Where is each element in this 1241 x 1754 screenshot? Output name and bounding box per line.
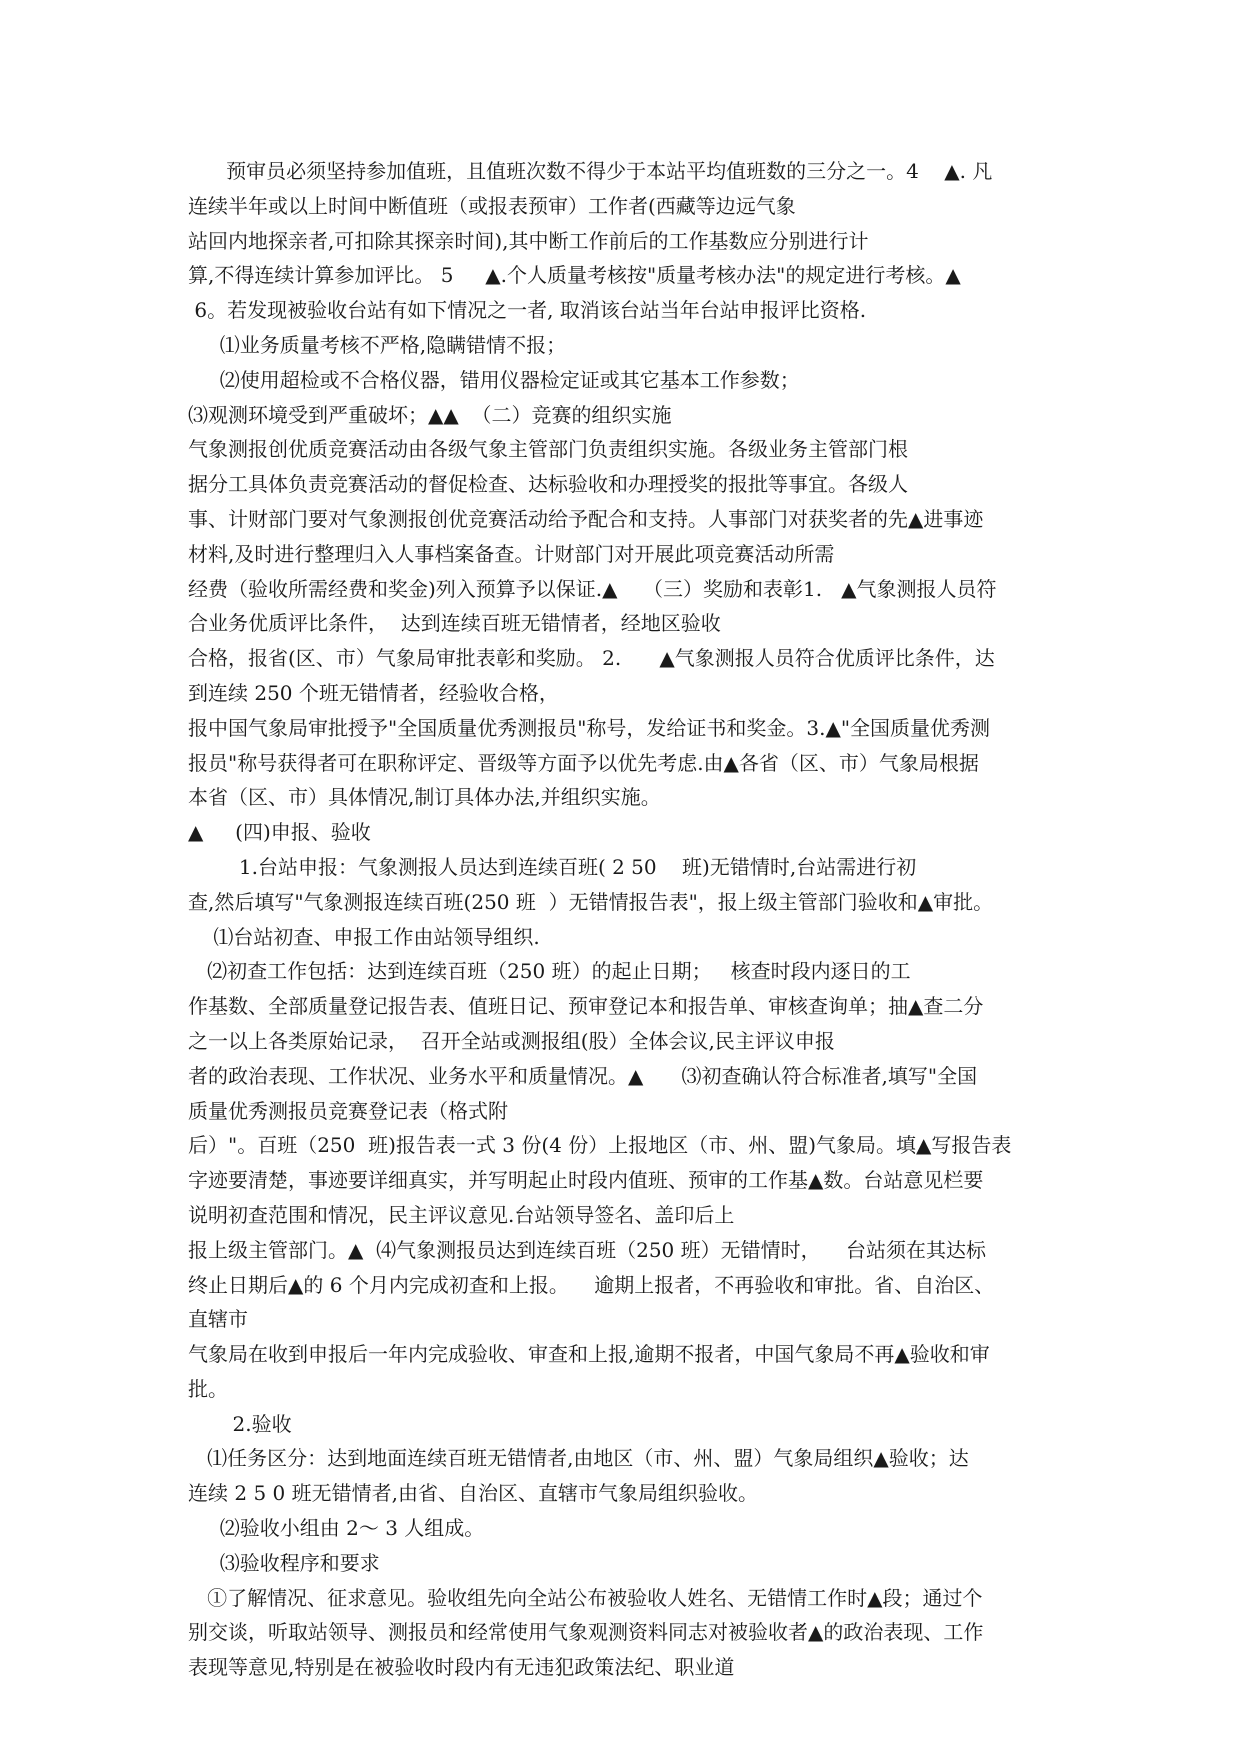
text-line: 终止日期后▲的 6 个月内完成初查和上报。 逾期上报者，不再验收和审批。省、自治区、 xyxy=(188,1272,995,1297)
text-line: 事、计财部门要对气象测报创优竞赛活动给予配合和支持。人事部门对获奖者的先▲进事迹 xyxy=(188,506,984,531)
text-line: 说明初查范围和情况，民主评议意见.台站领导签名、盖印后上 xyxy=(188,1202,735,1227)
text-line: 者的政治表现、工作状况、业务水平和质量情况。▲ ⑶初查确认符合标准者,填写"全国 xyxy=(188,1063,978,1088)
text-line: ⑵初查工作包括：达到连续百班（250 班）的起止日期； 核查时段内逐日的工 xyxy=(188,959,911,984)
text-line: ⑵使用超检或不合格仪器，错用仪器检定证或其它基本工作参数； xyxy=(188,367,800,392)
text-line: 6。若发现被验收台站有如下情况之一者, 取消该台站当年台站申报评比资格. xyxy=(188,298,867,323)
text-line: 查,然后填写"气象测报连续百班(250 班 ）无错情报告表"，报上级主管部门验收和▲审批。 xyxy=(188,889,994,914)
text-line: ⑴任务区分：达到地面连续百班无错情者,由地区（市、州、盟）气象局组织▲验收；达 xyxy=(188,1446,969,1471)
text-line: ⑴业务质量考核不严格,隐瞒错情不报； xyxy=(188,332,567,357)
text-line: 连续 2 5 0 班无错情者,由省、自治区、直辖市气象局组织验收。 xyxy=(188,1481,758,1506)
text-line: ⑶验收程序和要求 xyxy=(188,1550,380,1575)
text-line: 别交谈，听取站领导、测报员和经常使用气象观测资料同志对被验收者▲的政治表现、工作 xyxy=(188,1620,984,1645)
text-line: 本省（区、市）具体情况,制订具体办法,并组织实施。 xyxy=(188,785,661,810)
text-line: 到连续 250 个班无错情者，经验收合格， xyxy=(188,680,559,705)
text-line: 表现等意见,特别是在被验收时段内有无违犯政策法纪、职业道 xyxy=(188,1655,735,1680)
text-line: 直辖市 xyxy=(188,1307,248,1332)
text-line: 2.验收 xyxy=(188,1411,292,1436)
text-line: 质量优秀测报员竞赛登记表（格式附 xyxy=(188,1098,508,1123)
text-line: 合业务优质评比条件， 达到连续百班无错情者，经地区验收 xyxy=(188,611,721,636)
text-line: ▲ (四)申报、验收 xyxy=(188,820,371,845)
text-line: 材料,及时进行整理归入人事档案备查。计财部门对开展此项竞赛活动所需 xyxy=(188,541,835,566)
text-line: ⑵验收小组由 2～ 3 人组成。 xyxy=(188,1516,485,1541)
text-line: 作基数、全部质量登记报告表、值班日记、预审登记本和报告单、审核查询单；抽▲查二分 xyxy=(188,994,984,1019)
text-line: 报员"称号获得者可在职称评定、晋级等方面予以优先考虑.由▲各省（区、市）气象局根据 xyxy=(188,750,979,775)
text-line: 字迹要清楚，事迹要详细真实，并写明起止时段内值班、预审的工作基▲数。台站意见栏要 xyxy=(188,1168,984,1193)
text-line: 1.台站申报：气象测报人员达到连续百班( 2 50 班)无错情时,台站需进行初 xyxy=(188,854,917,879)
text-line: ⑶观测环境受到严重破坏；▲▲ （二）竞赛的组织实施 xyxy=(188,402,672,427)
text-line: ⑴台站初查、申报工作由站领导组织. xyxy=(188,924,540,949)
text-line: 气象测报创优质竞赛活动由各级气象主管部门负责组织实施。各级业务主管部门根 xyxy=(188,437,908,462)
text-line: 批。 xyxy=(188,1376,228,1401)
text-line: 气象局在收到申报后一年内完成验收、审查和上报,逾期不报者，中国气象局不再▲验收和审 xyxy=(188,1342,990,1367)
text-line: 预审员必须坚持参加值班，且值班次数不得少于本站平均值班数的三分之一。4 ▲. 凡 xyxy=(188,159,993,183)
text-line: 之一以上各类原始记录， 召开全站或测报组(股）全体会议,民主评议申报 xyxy=(188,1028,835,1053)
text-line: 算,不得连续计算参加评比。 5 ▲.个人质量考核按"质量考核办法"的规定进行考核。▲ xyxy=(188,263,961,288)
text-line: 连续半年或以上时间中断值班（或报表预审）工作者(西藏等边远气象 xyxy=(188,193,796,218)
text-line: 后）"。百班（250 班)报告表一式 3 份(4 份）上报地区（市、州、盟)气象局。填▲写报告表 xyxy=(188,1133,1012,1158)
text-line: 据分工具体负责竞赛活动的督促检查、达标验收和办理授奖的报批等事宜。各级人 xyxy=(188,472,908,497)
text-line: 经费（验收所需经费和奖金)列入预算予以保证.▲ （三）奖励和表彰1. ▲气象测报人员符 xyxy=(188,576,997,601)
text-line: 报上级主管部门。▲ ⑷气象测报员达到连续百班（250 班）无错情时， 台站须在其达标 xyxy=(188,1237,987,1262)
text-line: ①了解情况、征求意见。验收组先向全站公布被验收人姓名、无错情工作时▲段；通过个 xyxy=(188,1585,983,1610)
text-line: 报中国气象局审批授予"全国质量优秀测报员"称号，发给证书和奖金。3.▲"全国质量优秀测 xyxy=(188,715,991,740)
text-line: 合格，报省(区、市）气象局审批表彰和奖励。 2. ▲气象测报人员符合优质评比条件，达 xyxy=(188,646,995,671)
text-line: 站回内地探亲者,可扣除其探亲时间),其中断工作前后的工作基数应分别进行计 xyxy=(188,228,869,253)
document-body xyxy=(188,154,1068,1685)
